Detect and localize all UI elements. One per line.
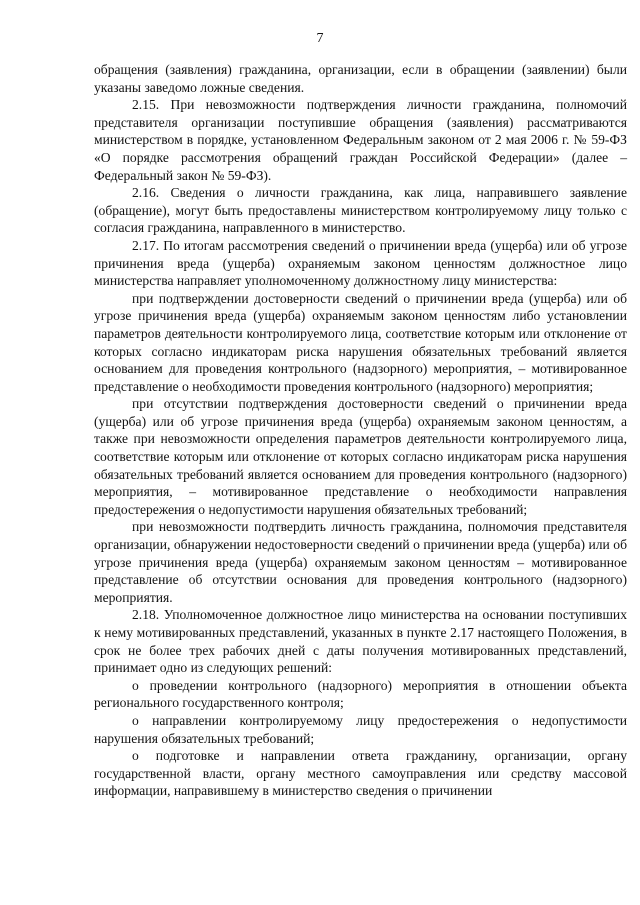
page-number: 7 xyxy=(316,31,324,46)
paragraph-2-17-item-3: при невозможности подтвердить личность гражданина, полномочия представителя организации, обнаружении недостоверности сведений о причинении вреда (ущерба) или об угрозе причинения вреда (ущерба) охраняемым законом ценностям – мотивированное представление об отсутствии основания для проведения контрольного (надзорного) мероприятия. xyxy=(94,519,627,605)
paragraph-2-17: 2.17. По итогам рассмотрения сведений о причинении вреда (ущерба) или об угрозе причинения вреда (ущерба) охраняемым законом ценностям должностное лицо министерства направляет уполномоченному должностному лицу министерства: xyxy=(94,237,627,289)
paragraph-2-18-item-3: о подготовке и направлении ответа гражданину, организации, органу государственной власти, органу местного самоуправления или средству массовой информации, направившему в министерство сведения о причинении xyxy=(94,748,627,799)
paragraph-2-18: 2.18. Уполномоченное должностное лицо министерства на основании поступивших к нему мотивированных представлений, указанных в пункте 2.17 настоящего Положения, в срок не более трех рабочих дней с даты получения мотивированных представлений, принимает одно из следующих решений: xyxy=(94,607,627,676)
document-body xyxy=(94,61,627,800)
paragraph-2-18-item-1: о проведении контрольного (надзорного) мероприятия в отношении объекта регионального государственного контроля; xyxy=(94,677,627,711)
paragraph: обращения (заявления) гражданина, организации, если в обращении (заявлении) были указаны заведомо ложные сведения. xyxy=(94,62,627,95)
paragraph-2-18-item-2: о направлении контролируемому лицу предостережения о недопустимости нарушения обязательных требований; xyxy=(94,712,627,746)
paragraph-2-16: 2.16. Сведения о личности гражданина, как лица, направившего заявление (обращение), могут быть предоставлены министерством контролируемому лицу только с согласия гражданина, направленного в министерство. xyxy=(94,185,627,236)
paragraph-2-17-item-2: при отсутствии подтверждения достоверности сведений о причинении вреда (ущерба) или об угрозе причинения вреда (ущерба) охраняемым законом ценностям, а также при невозможности определения параметров деятельности контролируемого лица, соответствие которым или отклонение от которых согласно индикаторам риска нарушения обязательных требований является основанием для проведения контрольного (надзорного) мероприятия, – мотивированное представление о необходимости направления предостережения о недопустимости нарушения обязательных требований; xyxy=(94,396,627,517)
paragraph-2-15: 2.15. При невозможности подтверждения личности гражданина, полномочий представителя организации поступившие обращения (заявления) рассматриваются министерством в порядке, установленном Федеральным законом от 2 мая 2006 г. № 59-ФЗ «О порядке рассмотрения обращений граждан Российской Федерации» (далее – Федеральный закон № 59-ФЗ). xyxy=(94,97,627,183)
paragraph-2-17-item-1: при подтверждении достоверности сведений о причинении вреда (ущерба) или об угрозе причинения вреда (ущерба) охраняемым законом ценностям либо установлении параметров деятельности контролируемого лица, соответствие которым или отклонение от которых согласно индикаторам риска нарушения обязательных требований является основанием для проведения контрольного (надзорного) мероприятия, – мотивированное представление о необходимости проведения контрольного (надзорного) мероприятия; xyxy=(94,290,627,394)
